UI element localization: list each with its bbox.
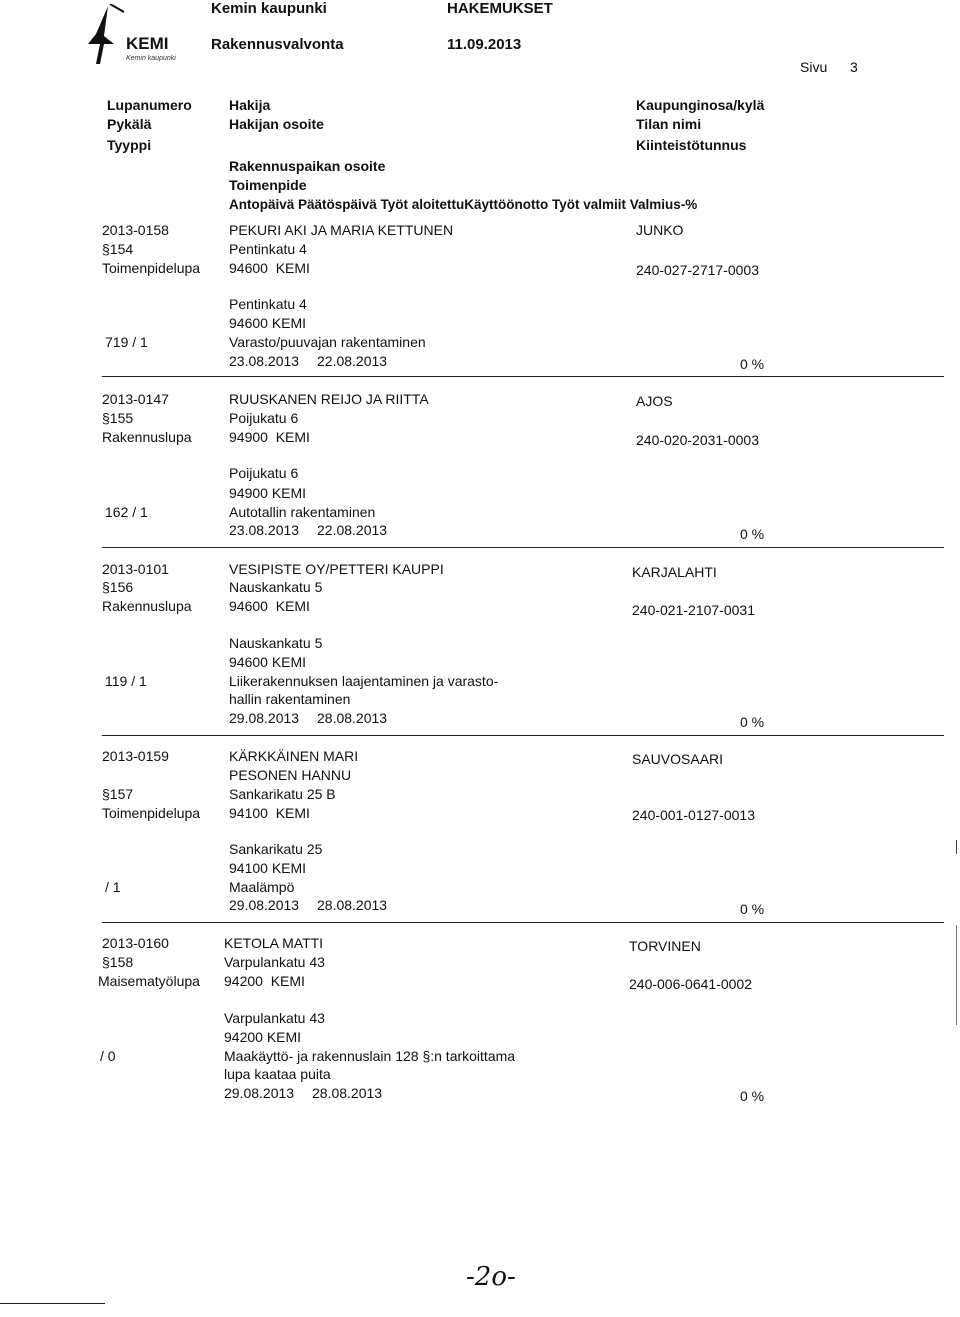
entry-pykala: §154 (102, 241, 134, 257)
entry-postinro: 94900 KEMI (229, 429, 310, 445)
col-kaupunginosa: Kaupunginosa/kylä (636, 97, 765, 113)
entry-paikka-postinro: 94100 KEMI (229, 860, 307, 876)
entry-divider (102, 922, 944, 923)
entry-paikka-postinro: 94600 KEMI (229, 315, 307, 331)
col-tyyppi: Tyyppi (107, 137, 152, 153)
entry-luku: / 0 (100, 1048, 116, 1064)
entry-hakija: RUUSKANEN REIJO JA RIITTA (229, 391, 429, 407)
entry-paikka-postinro: 94900 KEMI (229, 485, 307, 501)
entry-osoite: Pentinkatu 4 (229, 241, 307, 257)
col-toimenpide: Toimenpide (229, 177, 307, 193)
entry-luku: 719 / 1 (105, 334, 148, 350)
entry-tyyppi: Rakennuslupa (102, 429, 192, 445)
entry-hakija: PEKURI AKI JA MARIA KETTUNEN (229, 222, 454, 238)
kemi-logo (86, 4, 196, 68)
kemi-logo-icon (86, 4, 126, 68)
entry-antopaiva: 29.08.2013 (224, 1085, 295, 1101)
entry-kiinteistotunnus: 240-006-0641-0002 (629, 976, 752, 992)
entry-kaupunginosa: TORVINEN (629, 938, 701, 954)
entry-lupanumero: 2013-0147 (102, 391, 169, 407)
entry-kiinteistotunnus: 240-027-2717-0003 (636, 262, 759, 278)
entry-toimenpide: Autotallin rakentaminen (229, 504, 376, 520)
col-pykala: Pykälä (107, 116, 152, 132)
entry-valmius: 0 % (740, 901, 765, 917)
entry-toimenpide: Maakäyttö- ja rakennuslain 128 §:n tarkoittama (224, 1048, 516, 1064)
entry-kiinteistotunnus: 240-021-2107-0031 (632, 602, 755, 618)
entry-valmius: 0 % (740, 1088, 765, 1104)
entry-paikka-osoite: Poijukatu 6 (229, 465, 299, 481)
entry-paikka-postinro: 94200 KEMI (224, 1029, 302, 1045)
entry-lupanumero: 2013-0101 (102, 561, 169, 577)
entry-antopaiva: 29.08.2013 (229, 897, 300, 913)
entry-hakija: VESIPISTE OY/PETTERI KAUPPI (229, 561, 444, 577)
col-kiinteistotunnus: Kiinteistötunnus (636, 137, 747, 153)
entry-valmius: 0 % (740, 526, 765, 542)
entry-antopaiva: 29.08.2013 (229, 710, 300, 726)
entry-kiinteistotunnus: 240-001-0127-0013 (632, 807, 755, 823)
entry-divider (102, 547, 944, 548)
logo-text: KEMI (126, 34, 169, 53)
entry-toimenpide: Varasto/puuvajan rakentaminen (229, 334, 426, 350)
entry-postinro: 94600 KEMI (229, 598, 310, 614)
page-label: Sivu (800, 59, 828, 75)
entry-osoite: Nauskankatu 5 (229, 579, 323, 595)
department-name: Rakennusvalvonta (211, 36, 344, 53)
entry-kiinteistotunnus: 240-020-2031-0003 (636, 432, 759, 448)
entry-paikka-osoite: Pentinkatu 4 (229, 296, 307, 312)
logo-subtext: Kemin kaupunki (126, 55, 176, 62)
entry-postinro: 94100 KEMI (229, 805, 310, 821)
entry-lupanumero: 2013-0159 (102, 748, 169, 764)
entry-pykala: §156 (102, 579, 134, 595)
entry-toimenpide-line2: hallin rakentaminen (229, 691, 351, 707)
entry-luku: 162 / 1 (105, 504, 148, 520)
entry-valmius: 0 % (740, 714, 765, 730)
entry-paatospaiva: 22.08.2013 (317, 353, 388, 369)
entry-pykala: §155 (102, 410, 134, 426)
scan-edge-mark (956, 925, 957, 1025)
entry-kaupunginosa: KARJALAHTI (632, 564, 717, 580)
doc-title: HAKEMUKSET (447, 0, 553, 17)
entry-paikka-osoite: Nauskankatu 5 (229, 635, 323, 651)
entry-lupanumero: 2013-0160 (102, 935, 169, 951)
entry-paikka-postinro: 94600 KEMI (229, 654, 307, 670)
entry-osoite: Sankarikatu 25 B (229, 786, 336, 802)
city-name: Kemin kaupunki (211, 0, 327, 17)
doc-date: 11.09.2013 (447, 36, 522, 53)
entry-postinro: 94600 KEMI (229, 260, 310, 276)
entry-tyyppi: Toimenpidelupa (102, 260, 201, 276)
entry-kaupunginosa: SAUVOSAARI (632, 751, 724, 767)
entry-toimenpide: Liikerakennuksen laajentaminen ja varasto- (229, 673, 499, 689)
entry-divider (102, 735, 944, 736)
col-hakija: Hakija (229, 97, 271, 113)
entry-paatospaiva: 28.08.2013 (317, 897, 388, 913)
entry-osoite: Poijukatu 6 (229, 410, 299, 426)
entry-valmius: 0 % (740, 356, 765, 372)
scan-edge-mark (956, 840, 957, 854)
entry-luku: 119 / 1 (105, 673, 147, 689)
entry-hakija: KETOLA MATTI (224, 935, 324, 951)
entry-kaupunginosa: AJOS (636, 393, 673, 409)
entry-divider (102, 376, 944, 377)
entry-lupanumero: 2013-0158 (102, 222, 169, 238)
entry-kaupunginosa: JUNKO (636, 222, 684, 238)
entry-luku: / 1 (105, 879, 121, 895)
entry-paikka-osoite: Varpulankatu 43 (224, 1010, 325, 1026)
entry-osoite: Varpulankatu 43 (224, 954, 325, 970)
col-dates-row: Antopäivä Päätöspäivä Työt aloitettuKäyttöönotto Työt valmiit Valmius-% (229, 197, 698, 212)
entry-hakija-line2: PESONEN HANNU (229, 767, 352, 783)
entry-toimenpide: Maalämpö (229, 879, 295, 895)
entry-hakija: KÄRKKÄINEN MARI (229, 748, 359, 764)
entry-paikka-osoite: Sankarikatu 25 (229, 841, 323, 857)
entry-paatospaiva: 28.08.2013 (312, 1085, 383, 1101)
page-number: 3 (850, 59, 858, 75)
handwritten-page-mark: -2o- (466, 1262, 516, 1292)
entry-postinro: 94200 KEMI (224, 973, 305, 989)
entry-paatospaiva: 22.08.2013 (317, 522, 388, 538)
footer-line (0, 1303, 105, 1304)
entry-pykala: §158 (102, 954, 134, 970)
entry-pykala: §157 (102, 786, 134, 802)
entry-tyyppi: Toimenpidelupa (102, 805, 201, 821)
entry-antopaiva: 23.08.2013 (229, 353, 300, 369)
entry-toimenpide-line2: lupa kaataa puita (224, 1066, 331, 1082)
entry-tyyppi: Rakennuslupa (102, 598, 192, 614)
entry-paatospaiva: 28.08.2013 (317, 710, 388, 726)
col-rakennuspaikan-osoite: Rakennuspaikan osoite (229, 158, 386, 174)
col-hakijan-osoite: Hakijan osoite (229, 116, 324, 132)
col-tilan-nimi: Tilan nimi (636, 116, 702, 132)
entry-tyyppi: Maisematyölupa (98, 973, 200, 989)
col-lupanumero: Lupanumero (107, 97, 192, 113)
entry-antopaiva: 23.08.2013 (229, 522, 300, 538)
